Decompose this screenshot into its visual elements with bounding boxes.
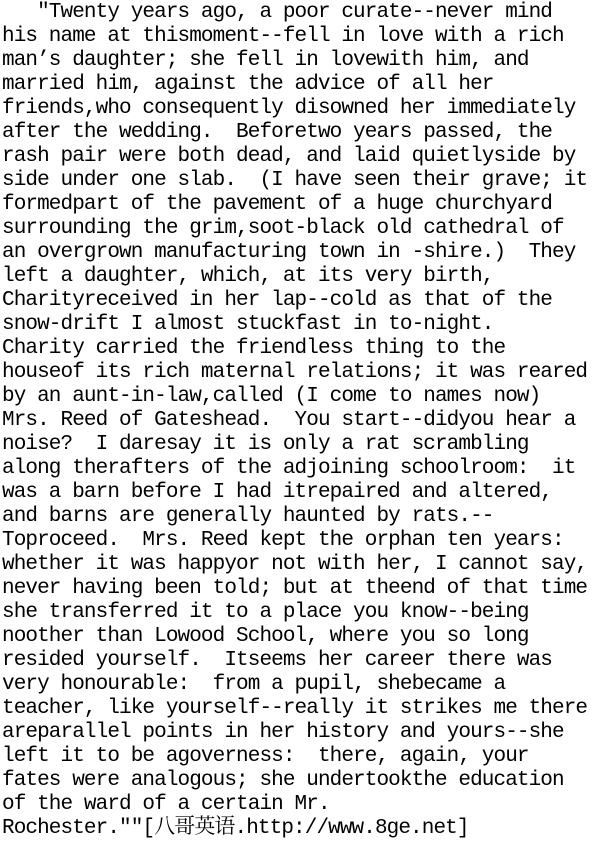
text-line: fates were analogous; she undertookthe education xyxy=(2,769,564,792)
text-line: by an aunt-in-law,called (I come to names now) xyxy=(2,385,541,408)
text-line: snow-drift I almost stuckfast in to-night. xyxy=(2,313,494,336)
text-line: left it to be agoverness: there, again, your xyxy=(2,745,529,768)
text-line: side under one slab. (I have seen their grave; it xyxy=(2,169,588,192)
text-line: formedpart of the pavement of a huge churchyard xyxy=(2,193,552,216)
text-line: noise? I daresay it is only a rat scrambling xyxy=(2,433,529,456)
text-line: of the ward of a certain Mr. xyxy=(2,793,330,816)
text-line: she transferred it to a place you know--being xyxy=(2,601,529,624)
text-line: very honourable: from a pupil, shebecame a xyxy=(2,673,506,696)
text-line: areparallel points in her history and yours--she xyxy=(2,721,564,744)
text-line: was a barn before I had itrepaired and altered, xyxy=(2,481,552,504)
text-line: teacher, like yourself--really it strikes me there xyxy=(2,697,588,720)
text-line: surrounding the grim,soot-black old cathedral of xyxy=(2,217,564,240)
text-line: houseof its rich maternal relations; it was reared xyxy=(2,361,588,384)
text-line: and barns are generally haunted by rats.-- xyxy=(2,505,494,528)
text-line: left a daughter, which, at its very birth, xyxy=(2,265,494,288)
text-line: ″Twenty years ago, a poor curate--never mind xyxy=(2,1,552,24)
text-line: rash pair were both dead, and laid quietlyside by xyxy=(2,145,576,168)
text-line: along therafters of the adjoining schoolroom: it xyxy=(2,457,576,480)
text-line: man’s daughter; she fell in lovewith him, and xyxy=(2,49,529,72)
text-line: friends,who consequently disowned her immediately xyxy=(2,97,576,120)
text-line: Charity carried the friendless thing to the xyxy=(2,337,506,360)
text-line: Charityreceived in her lap--cold as that of the xyxy=(2,289,552,312)
text-line: Toproceed. Mrs. Reed kept the orphan ten years: xyxy=(2,529,564,552)
text-line: resided yourself. Itseems her career there was xyxy=(2,649,552,672)
text-line: never having been told; but at theend of that time xyxy=(2,577,588,600)
text-line: noother than Lowood School, where you so long xyxy=(2,625,529,648)
text-line: his name at thismoment--fell in love with a rich xyxy=(2,25,564,48)
text-line: whether it was happyor not with her, I cannot say, xyxy=(2,553,588,576)
text-line: married him, against the advice of all her xyxy=(2,73,494,96)
text-line: an overgrown manufacturing town in -shire.) They xyxy=(2,241,576,264)
attribution-line: Rochester.″″[八哥英语.http://www.8ge.net] xyxy=(2,817,469,840)
text-line: after the wedding. Beforetwo years passed, the xyxy=(2,121,552,144)
text-line: Mrs. Reed of Gateshead. You start--didyou hear a xyxy=(2,409,576,432)
